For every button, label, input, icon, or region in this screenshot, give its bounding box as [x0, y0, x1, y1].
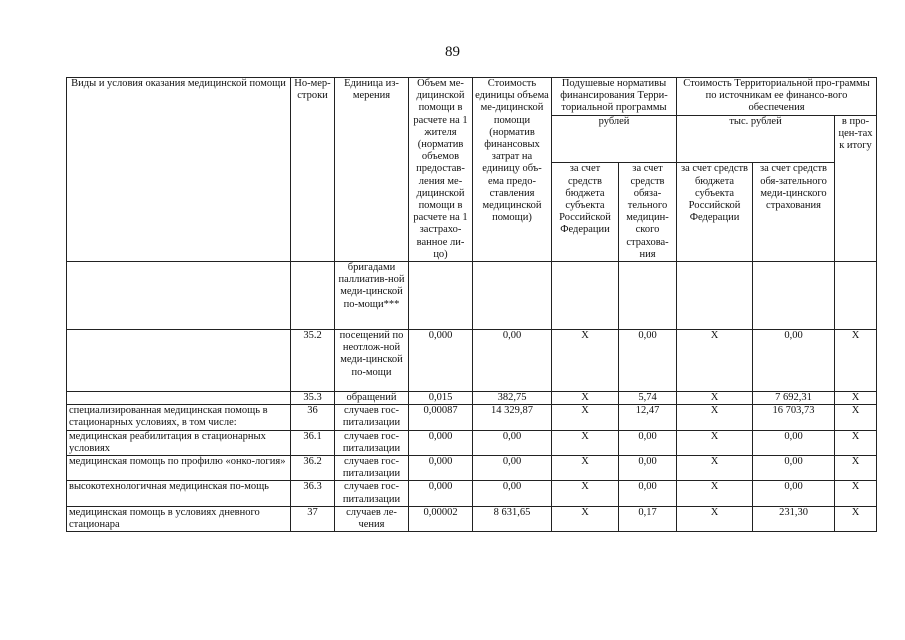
cell-cost-oms: 231,30: [753, 506, 835, 531]
cell-volume: [409, 262, 473, 330]
cell-cost: 0,00: [473, 330, 552, 392]
cell-percent: X: [835, 506, 877, 531]
cell-cost: 382,75: [473, 392, 552, 405]
cell-name: [67, 262, 291, 330]
cell-cost-budget: X: [677, 330, 753, 392]
cell-num: 37: [291, 506, 335, 531]
header-type: Виды и условия оказания медицинской помощи: [67, 78, 291, 262]
cell-num: [291, 262, 335, 330]
cell-num: 36: [291, 405, 335, 430]
cell-percent: X: [835, 456, 877, 481]
cell-norm-budget: X: [552, 330, 619, 392]
cell-norm-oms: 0,00: [619, 481, 677, 506]
table-row: [67, 456, 877, 481]
cell-norm-budget: X: [552, 506, 619, 531]
cell-norm-oms: 12,47: [619, 405, 677, 430]
cell-name: [67, 330, 291, 392]
cell-name: специализированная медицинская помощь в стационарных условиях, в том числе:: [67, 405, 291, 430]
cell-name: медицинская реабилитация в стационарных условиях: [67, 430, 291, 455]
cell-norm-budget: X: [552, 481, 619, 506]
header-percent: в про-цен-тах к итогу: [835, 115, 877, 261]
cell-volume: 0,000: [409, 330, 473, 392]
header-unit-rubles: рублей: [552, 115, 677, 163]
header-unit-cost: Стоимость единицы объема ме-дицинской помощи (норматив финансовых затрат на единицу объ-ема предо-ставления медицинской помощи): [473, 78, 552, 262]
cell-cost-oms: [753, 262, 835, 330]
cell-cost-oms: 7 692,31: [753, 392, 835, 405]
cell-num: 36.3: [291, 481, 335, 506]
cell-cost-budget: X: [677, 506, 753, 531]
cell-percent: X: [835, 330, 877, 392]
table-row: [67, 430, 877, 455]
header-cost-oms: за счет средств обя-зательного меди-цинского страхования: [753, 163, 835, 262]
cell-cost-budget: X: [677, 456, 753, 481]
cell-cost: 0,00: [473, 481, 552, 506]
header-program-cost: Стоимость Территориальной про-граммы по источникам ее финансо-вого обеспечения: [677, 78, 877, 116]
cell-volume: 0,000: [409, 430, 473, 455]
cell-cost-budget: [677, 262, 753, 330]
cell-cost-oms: 16 703,73: [753, 405, 835, 430]
cell-volume: 0,000: [409, 481, 473, 506]
cell-norm-budget: X: [552, 392, 619, 405]
cell-unit: посещений по неотлож-ной меди-цинской по-мощи: [335, 330, 409, 392]
cell-cost-oms: 0,00: [753, 481, 835, 506]
cell-norm-oms: [619, 262, 677, 330]
header-volume: Объем ме-дицинской помощи в расчете на 1 жителя (норматив объемов предостав-ления ме-дицинской помощи в расчете на 1 застрахо-ванное ли-цо): [409, 78, 473, 262]
cell-percent: X: [835, 481, 877, 506]
page-number: 89: [445, 44, 460, 60]
cell-cost-budget: X: [677, 481, 753, 506]
header-norm-oms: за счет средств обяза-тельного медицин-ского страхова-ния: [619, 163, 677, 262]
cell-norm-budget: X: [552, 456, 619, 481]
cell-norm-oms: 0,17: [619, 506, 677, 531]
cell-cost-oms: 0,00: [753, 456, 835, 481]
table-row: [67, 262, 877, 330]
financing-table: [66, 77, 877, 532]
cell-cost-oms: 0,00: [753, 330, 835, 392]
cell-num: 35.3: [291, 392, 335, 405]
cell-name: медицинская помощь в условиях дневного стационара: [67, 506, 291, 531]
cell-num: 35.2: [291, 330, 335, 392]
header-norm-budget: за счет средств бюджета субъекта Российской Федерации: [552, 163, 619, 262]
cell-unit: бригадами паллиатив-ной меди-цинской по-мощи***: [335, 262, 409, 330]
header-unit: Единица из-мерения: [335, 78, 409, 262]
cell-unit: случаев гос-питализации: [335, 456, 409, 481]
cell-volume: 0,000: [409, 456, 473, 481]
cell-norm-oms: 5,74: [619, 392, 677, 405]
cell-cost: 8 631,65: [473, 506, 552, 531]
cell-norm-oms: 0,00: [619, 430, 677, 455]
cell-norm-oms: 0,00: [619, 330, 677, 392]
cell-volume: 0,00002: [409, 506, 473, 531]
cell-cost-oms: 0,00: [753, 430, 835, 455]
table-row: [67, 330, 877, 392]
cell-name: [67, 392, 291, 405]
cell-num: 36.1: [291, 430, 335, 455]
cell-name: медицинская помощь по профилю «онко-логия»: [67, 456, 291, 481]
cell-cost: [473, 262, 552, 330]
cell-norm-oms: 0,00: [619, 456, 677, 481]
cell-unit: случаев гос-питализации: [335, 481, 409, 506]
cell-cost-budget: X: [677, 430, 753, 455]
cell-num: 36.2: [291, 456, 335, 481]
cell-name: высокотехнологичная медицинская по-мощь: [67, 481, 291, 506]
cell-cost-budget: X: [677, 392, 753, 405]
table-row: [67, 405, 877, 430]
cell-volume: 0,015: [409, 392, 473, 405]
cell-norm-budget: X: [552, 430, 619, 455]
cell-unit: случаев ле-чения: [335, 506, 409, 531]
cell-norm-budget: X: [552, 405, 619, 430]
table-row: [67, 481, 877, 506]
cell-cost-budget: X: [677, 405, 753, 430]
cell-unit: обращений: [335, 392, 409, 405]
table-row: [67, 392, 877, 405]
cell-cost: 0,00: [473, 430, 552, 455]
cell-volume: 0,00087: [409, 405, 473, 430]
cell-unit: случаев гос-питализации: [335, 430, 409, 455]
header-row-number: Но-мер-строки: [291, 78, 335, 262]
cell-percent: X: [835, 392, 877, 405]
cell-norm-budget: [552, 262, 619, 330]
cell-cost: 0,00: [473, 456, 552, 481]
header-unit-thousand-rubles: тыс. рублей: [677, 115, 835, 163]
header-per-capita-norms: Подушевые нормативы финансирования Терри-ториальной программы: [552, 78, 677, 116]
cell-cost: 14 329,87: [473, 405, 552, 430]
cell-percent: X: [835, 405, 877, 430]
header-cost-budget: за счет средств бюджета субъекта Российской Федерации: [677, 163, 753, 262]
cell-percent: [835, 262, 877, 330]
cell-percent: X: [835, 430, 877, 455]
cell-unit: случаев гос-питализации: [335, 405, 409, 430]
table-row: [67, 506, 877, 531]
